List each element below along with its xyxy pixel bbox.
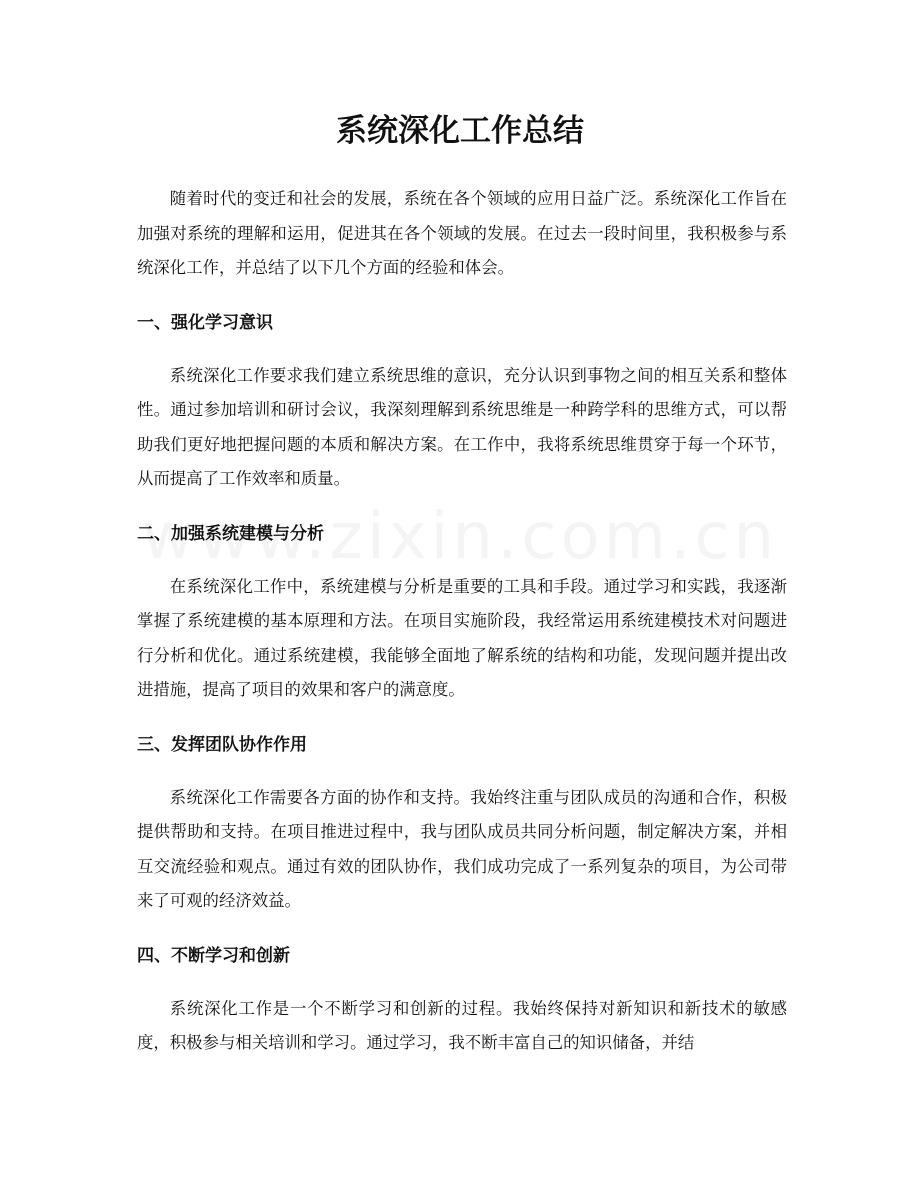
intro-paragraph: 随着时代的变迁和社会的发展，系统在各个领域的应用日益广泛。系统深化工作旨在加强对系统的理解和运用，促进其在各个领域的发展。在过去一段时间里，我积极参与系统深化工作，并总结了以下几个方面的经验和体会。 <box>137 189 787 277</box>
section-heading-1: 一、强化学习意识 <box>137 312 273 333</box>
section-heading-2: 二、加强系统建模与分析 <box>137 523 324 544</box>
section-heading-4: 四、不断学习和创新 <box>137 945 290 966</box>
section-paragraph-3: 系统深化工作需要各方面的协作和支持。我始终注重与团队成员的沟通和合作，积极提供帮助和支持。在项目推进过程中，我与团队成员共同分析问题，制定解决方案，并相互交流经验和观点。通过有效的团队协作，我们成功完成了一系列复杂的项目，为公司带来了可观的经济效益。 <box>137 787 787 910</box>
section-paragraph-1: 系统深化工作要求我们建立系统思维的意识，充分认识到事物之间的相互关系和整体性。通过参加培训和研讨会议，我深刻理解到系统思维是一种跨学科的思维方式，可以帮助我们更好地把握问题的本质和解决方案。在工作中，我将系统思维贯穿于每一个环节，从而提高了工作效率和质量。 <box>137 365 787 488</box>
document-body <box>137 182 787 1061</box>
section-paragraph-2: 在系统深化工作中，系统建模与分析是重要的工具和手段。通过学习和实践，我逐渐掌握了系统建模的基本原理和方法。在项目实施阶段，我经常运用系统建模技术对问题进行分析和优化。通过系统建模，我能够全面地了解系统的结构和功能，发现问题并提出改进措施，提高了项目的效果和客户的满意度。 <box>137 576 787 699</box>
section-heading-3: 三、发挥团队协作作用 <box>137 734 307 755</box>
document-title: 系统深化工作总结 <box>336 113 584 149</box>
section-paragraph-4: 系统深化工作是一个不断学习和创新的过程。我始终保持对新知识和新技术的敏感度，积极参与相关培训和学习。通过学习，我不断丰富自己的知识储备，并结 <box>137 998 787 1052</box>
